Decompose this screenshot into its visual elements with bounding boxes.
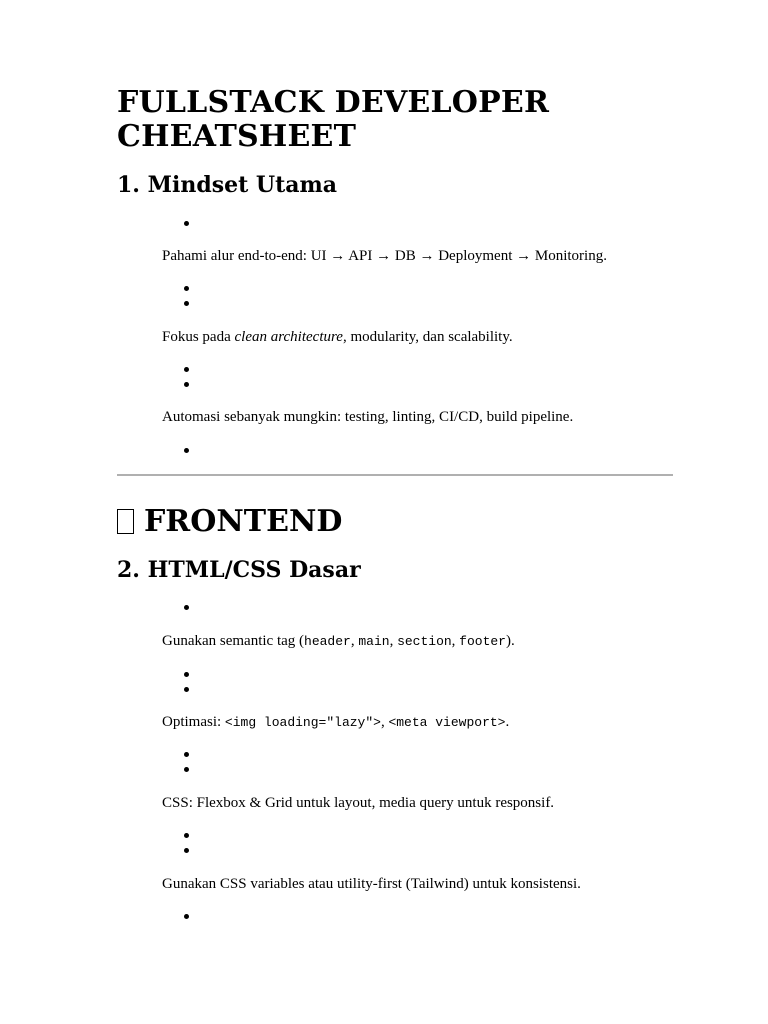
- bullet-marker: [184, 286, 189, 291]
- bullet-marker: [184, 914, 189, 919]
- bullet-marker: [184, 833, 189, 838]
- mindset-item-2-emphasis: clean architecture: [234, 329, 343, 345]
- mindset-item-2-suffix: , modularity, dan scalability.: [342, 329, 513, 345]
- section-heading-frontend: [117, 504, 342, 540]
- mindset-item-2: [162, 328, 513, 346]
- bullet-marker: [184, 752, 189, 757]
- htmlcss-item-4: Gunakan CSS variables atau utility-first (Tailwind) untuk konsistensi.: [162, 876, 581, 892]
- bullet-marker: [184, 848, 189, 853]
- mindset-item-3: Automasi sebanyak mungkin: testing, linting, CI/CD, build pipeline.: [162, 409, 574, 425]
- htmlcss-item-2-prefix: Optimasi:: [162, 714, 225, 730]
- htmlcss-item-1: [162, 632, 515, 651]
- bullet-marker: [184, 301, 189, 306]
- code-img-lazy: <img loading="lazy">: [224, 715, 381, 730]
- missing-glyph-box-icon: [117, 509, 134, 534]
- section-heading-mindset: 1. Mindset Utama: [117, 172, 338, 198]
- code-header: header: [304, 634, 351, 649]
- bullet-marker: [184, 605, 189, 610]
- code-meta-viewport: <meta viewport>: [388, 715, 506, 730]
- separator: ,: [451, 633, 460, 649]
- bullet-marker: [184, 448, 189, 453]
- separator: ,: [380, 714, 389, 730]
- code-main: main: [358, 634, 390, 649]
- bullet-marker: [184, 221, 189, 226]
- bullet-marker: [184, 382, 189, 387]
- mindset-item-1: Pahami alur end-to-end: UI → API → DB → Deployment → Monitoring.: [162, 248, 607, 264]
- bullet-marker: [184, 767, 189, 772]
- mindset-item-2-prefix: Fokus pada: [162, 329, 235, 345]
- bullet-marker: [184, 367, 189, 372]
- htmlcss-item-2: [162, 713, 509, 732]
- code-footer: footer: [459, 634, 506, 649]
- htmlcss-item-2-suffix: .: [505, 714, 510, 730]
- section-heading-htmlcss: 2. HTML/CSS Dasar: [117, 557, 361, 583]
- page-title: FULLSTACK DEVELOPER CHEATSHEET: [117, 85, 550, 154]
- code-section: section: [397, 634, 452, 649]
- htmlcss-item-1-prefix: Gunakan semantic tag (: [162, 633, 305, 649]
- frontend-heading-text: FRONTEND: [144, 504, 343, 539]
- htmlcss-item-3: CSS: Flexbox & Grid untuk layout, media query untuk responsif.: [162, 795, 555, 811]
- separator: ,: [389, 633, 398, 649]
- htmlcss-item-1-suffix: ).: [505, 633, 515, 649]
- bullet-marker: [184, 672, 189, 677]
- horizontal-rule: [117, 474, 673, 476]
- separator: ,: [350, 633, 359, 649]
- bullet-marker: [184, 687, 189, 692]
